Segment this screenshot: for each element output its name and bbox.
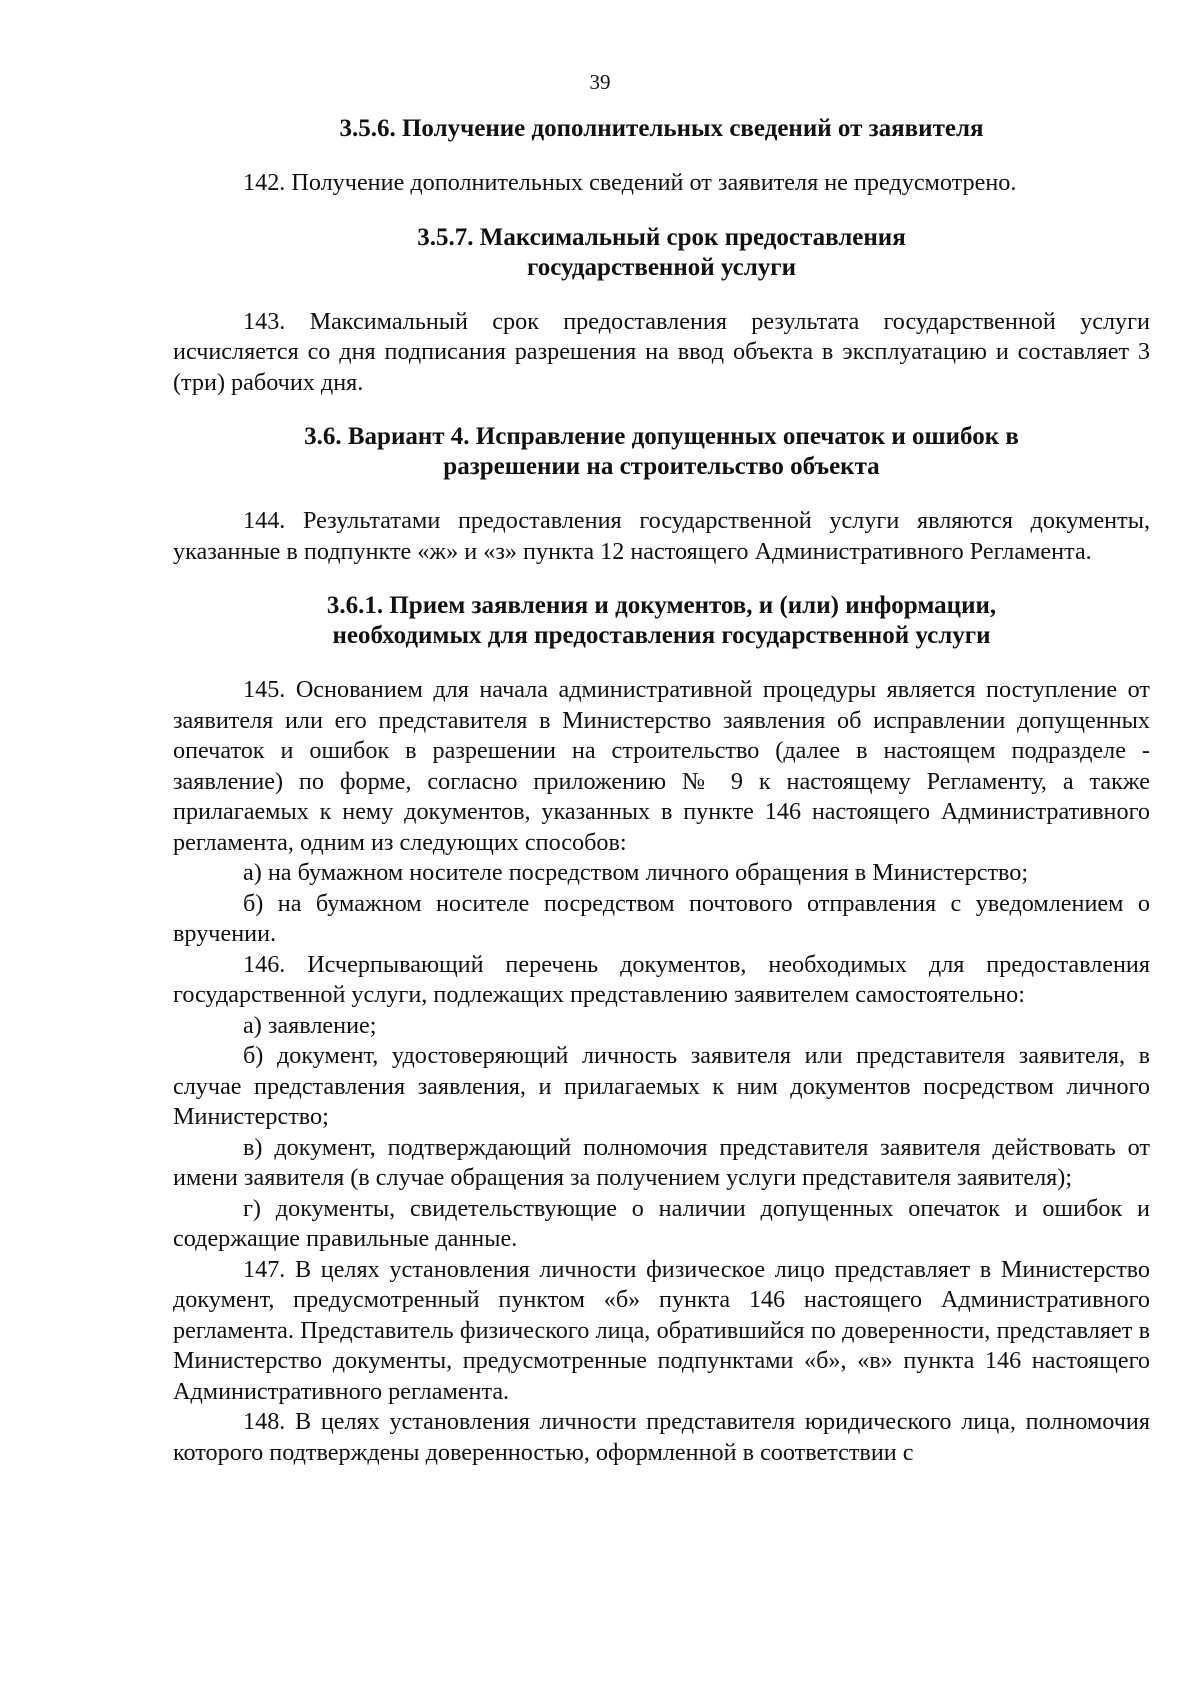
paragraph-146: 146. Исчерпывающий перечень документов, необходимых для предоставления государственной услуги, подлежащих представлению заявителем самостоятельно: xyxy=(173,950,1150,1008)
section-heading-3-6: 3.6. Вариант 4. Исправление допущенных опечаток и ошибок в разрешении на строительство объекта xyxy=(304,423,1019,480)
paragraph-144: 144. Результатами предоставления государственной услуги являются документы, указанные в подпункте «ж» и «з» пункта 12 настоящего Административного Регламента. xyxy=(173,507,1150,565)
paragraph-147: 147. В целях установления личности физическое лицо представляет в Министерство документ, предусмотренный пунктом «б» пункта 146 настоящего Административного регламента. Представитель физического лица, обратившийся по доверенности, представляет в Министерство документы, предусмотренные подпунктами «б», «в» пункта 146 настоящего Административного регламента. xyxy=(173,1255,1150,1405)
paragraph-145-b: б) на бумажном носителе посредством почтового отправления с уведомлением о вручении. xyxy=(173,889,1150,947)
paragraph-146-v: в) документ, подтверждающий полномочия представителя заявителя действовать от имени заявителя (в случае обращения за получением услуги представителя заявителя); xyxy=(173,1133,1150,1191)
paragraph-146-b: б) документ, удостоверяющий личность заявителя или представителя заявителя, в случае представления заявления, и прилагаемых к ним документов посредством личного Министерство; xyxy=(173,1042,1150,1130)
paragraph-148: 148. В целях установления личности представителя юридического лица, полномочия которого подтверждены доверенностью, оформленной в соответствии с xyxy=(173,1408,1150,1466)
page-number: 39 xyxy=(589,70,611,94)
paragraph-146-a: а) заявление; xyxy=(243,1011,377,1039)
paragraph-145-a: а) на бумажном носителе посредством личного обращения в Министерство; xyxy=(243,859,1029,886)
paragraph-143: 143. Максимальный срок предоставления результата государственной услуги исчисляется со дня подписания разрешения на ввод объекта в эксплуатацию и составляет 3 (три) рабочих дня. xyxy=(173,307,1150,396)
section-heading-3-5-7: 3.5.7. Максимальный срок предоставления государственной услуги xyxy=(417,223,906,281)
section-heading-3-5-6: 3.5.6. Получение дополнительных сведений от заявителя xyxy=(339,115,984,142)
paragraph-145: 145. Основанием для начала административной процедуры является поступление от заявителя или его представителя в Министерство заявления об исправлении допущенных опечаток и ошибок в разрешении на строительство (далее в настоящем подразделе - заявление) по форме, согласно приложению № 9 к настоящему Регламенту, а также прилагаемых к нему документов, указанных в пункте 146 настоящего Административного регламента, одним из следующих способов: xyxy=(173,676,1150,856)
document-body xyxy=(173,114,1150,1468)
paragraph-146-g: г) документы, свидетельствующие о наличии допущенных опечаток и ошибок и содержащие правильные данные. xyxy=(173,1194,1150,1252)
paragraph-142: 142. Получение дополнительных сведений от заявителя не предусмотрено. xyxy=(243,169,1017,196)
section-heading-3-6-1: 3.6.1. Прием заявления и документов, и (или) информации, необходимых для предоставления государственной услуги xyxy=(326,592,997,649)
